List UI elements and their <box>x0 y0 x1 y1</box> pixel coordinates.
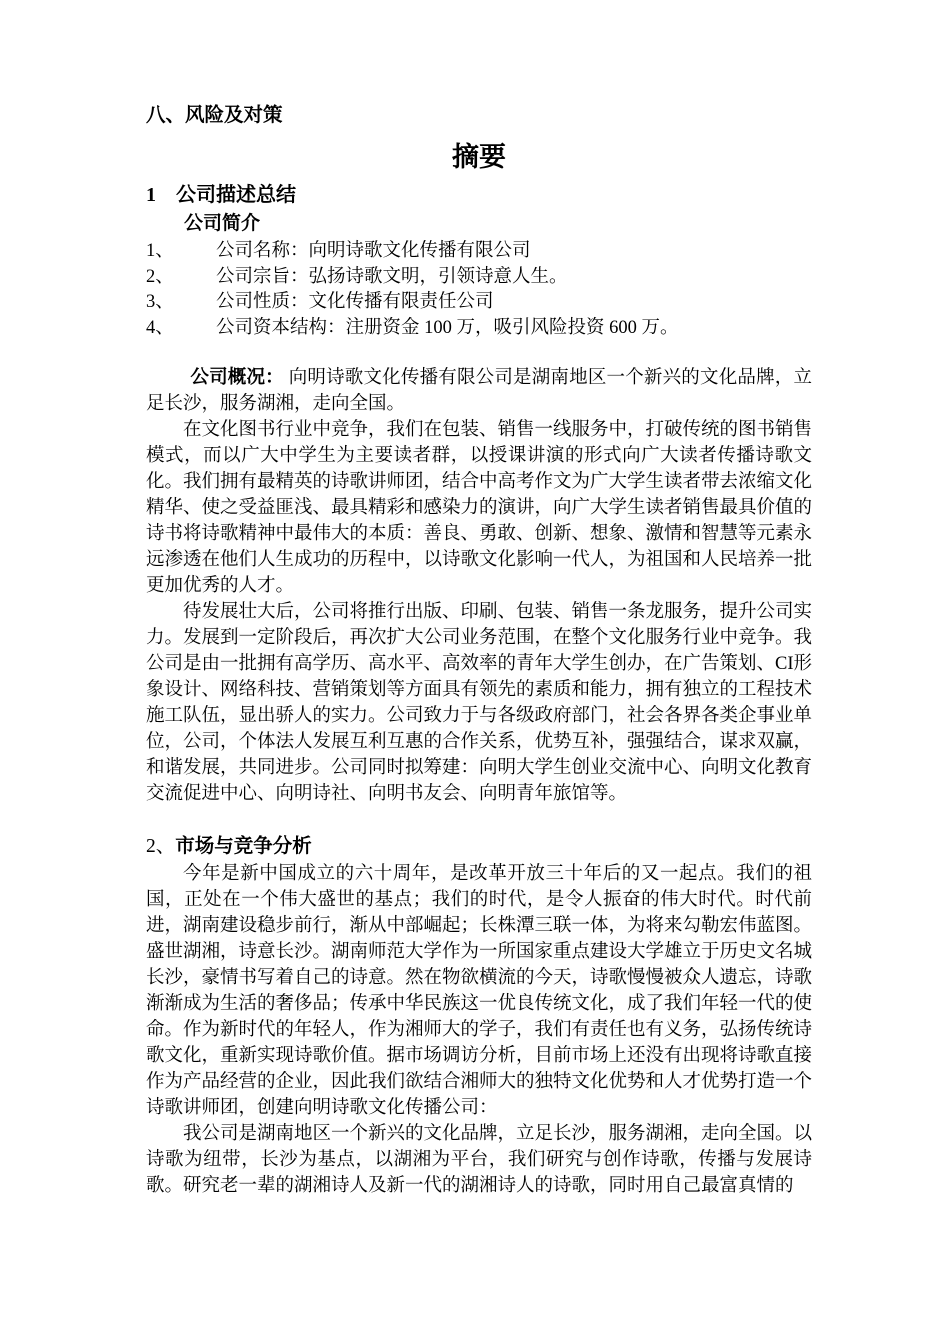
list-item <box>146 265 812 291</box>
list-item-text: 公司宗旨：弘扬诗歌文明，引领诗意人生。 <box>216 266 568 287</box>
section2-title: 市场与竞争分析 <box>175 836 312 857</box>
list-item-number: 2、 <box>146 266 174 287</box>
section2-number: 2、 <box>146 836 176 857</box>
paragraph-company-vision: 我公司是湖南地区一个新兴的文化品牌，立足长沙，服务湖湘，走向全国。以诗歌为纽带，长沙为基点，以湖湘为平台，我们研究与创作诗歌，传播与发展诗歌。研究老一辈的湖湘诗人及新一代的湖湘诗人的诗歌，同时用自己最富真情的 <box>146 1124 813 1196</box>
list-item-number: 4、 <box>146 317 174 338</box>
list-item <box>146 290 812 316</box>
list-item-text: 公司名称：向明诗歌文化传播有限公司 <box>216 241 531 261</box>
company-info-list <box>146 239 812 341</box>
section1-heading: 1 公司描述总结 <box>146 184 296 206</box>
company-overview-paragraph <box>146 365 812 417</box>
section1-subheading: 公司简介 <box>184 213 261 234</box>
company-overview-label: 公司概况： <box>190 368 284 388</box>
document-title: 摘要 <box>452 142 506 172</box>
company-overview-text: 向明诗歌文化传播有限公司是湖南地区一个新兴的文化品牌，立足长沙，服务湖湘，走向全国。 <box>146 368 812 414</box>
paragraph-book-industry: 在文化图书行业中竞争，我们在包装、销售一线服务中，打破传统的图书销售模式，而以广大中学生为主要读者群，以授课讲演的形式向广大读者传播诗歌文化。我们拥有最精英的诗歌讲师团，结合中高考作文为广大学生读者带去浓缩文化精华、使之受益匪浅、最具精彩和感染力的演讲，向广大学生读者销售最具价值的诗书将诗歌精神中最伟大的本质：善良、勇敢、创新、想象、激情和智慧等元素永远渗透在他们人生成功的历程中，以诗歌文化影响一代人，为祖国和人民培养一批更加优秀的人才。 <box>146 420 813 596</box>
list-item-number: 3、 <box>146 292 174 312</box>
list-item <box>146 239 812 265</box>
paragraph-future-development: 待发展壮大后，公司将推行出版、印刷、包装、销售一条龙服务，提升公司实力。发展到一定阶段后，再次扩大公司业务范围，在整个文化服务行业中竞争。我公司是由一批拥有高学历、高水平、高效率的青年大学生创办，在广告策划、CI形象设计、网络科技、营销策划等方面具有领先的素质和能力，拥有独立的工程技术施工队伍，显出骄人的实力。公司致力于与各级政府部门，社会各界各类企事业单位，公司，个体法人发展互利互惠的合作关系，优势互补，强强结合，谋求双赢，和谐发展，共同进步。公司同时拟筹建：向明大学生创业交流中心、向明文化教育交流促进中心、向明诗社、向明书友会、向明青年旅馆等。 <box>146 602 813 804</box>
list-item <box>146 316 812 342</box>
document-page <box>146 102 812 1199</box>
section2-heading <box>146 832 812 861</box>
paragraph-market-analysis: 今年是新中国成立的六十周年，是改革开放三十年后的又一起点。我们的祖国，正处在一个伟大盛世的基点；我们的时代，是令人振奋的伟大时代。时代前进，湖南建设稳步前行，渐从中部崛起；长株潭三联一体，为将来勾勒宏伟蓝图。盛世湖湘，诗意长沙。湖南师范大学作为一所国家重点建设大学雄立于历史文名城长沙，豪情书写着自己的诗意。然在物欲横流的今天，诗歌慢慢被众人遗忘，诗歌渐渐成为生活的奢侈品；传承中华民族这一优良传统文化，成了我们年轻一代的使命。作为新时代的年轻人，作为湘师大的学子，我们有责任也有义务，弘扬传统诗歌文化，重新实现诗歌价值。据市场调访分析，目前市场上还没有出现将诗歌直接作为产品经营的企业，因此我们欲结合湘师大的独特文化优势和人才优势打造一个诗歌讲师团，创建向明诗歌文化传播公司： <box>146 864 813 1118</box>
list-item-text: 公司资本结构：注册资金 100 万，吸引风险投资 600 万。 <box>216 317 679 338</box>
list-item-text: 公司性质：文化传播有限责任公司 <box>216 292 494 312</box>
list-item-number: 1、 <box>146 241 174 261</box>
chapter-heading: 八、风险及对策 <box>146 105 283 126</box>
